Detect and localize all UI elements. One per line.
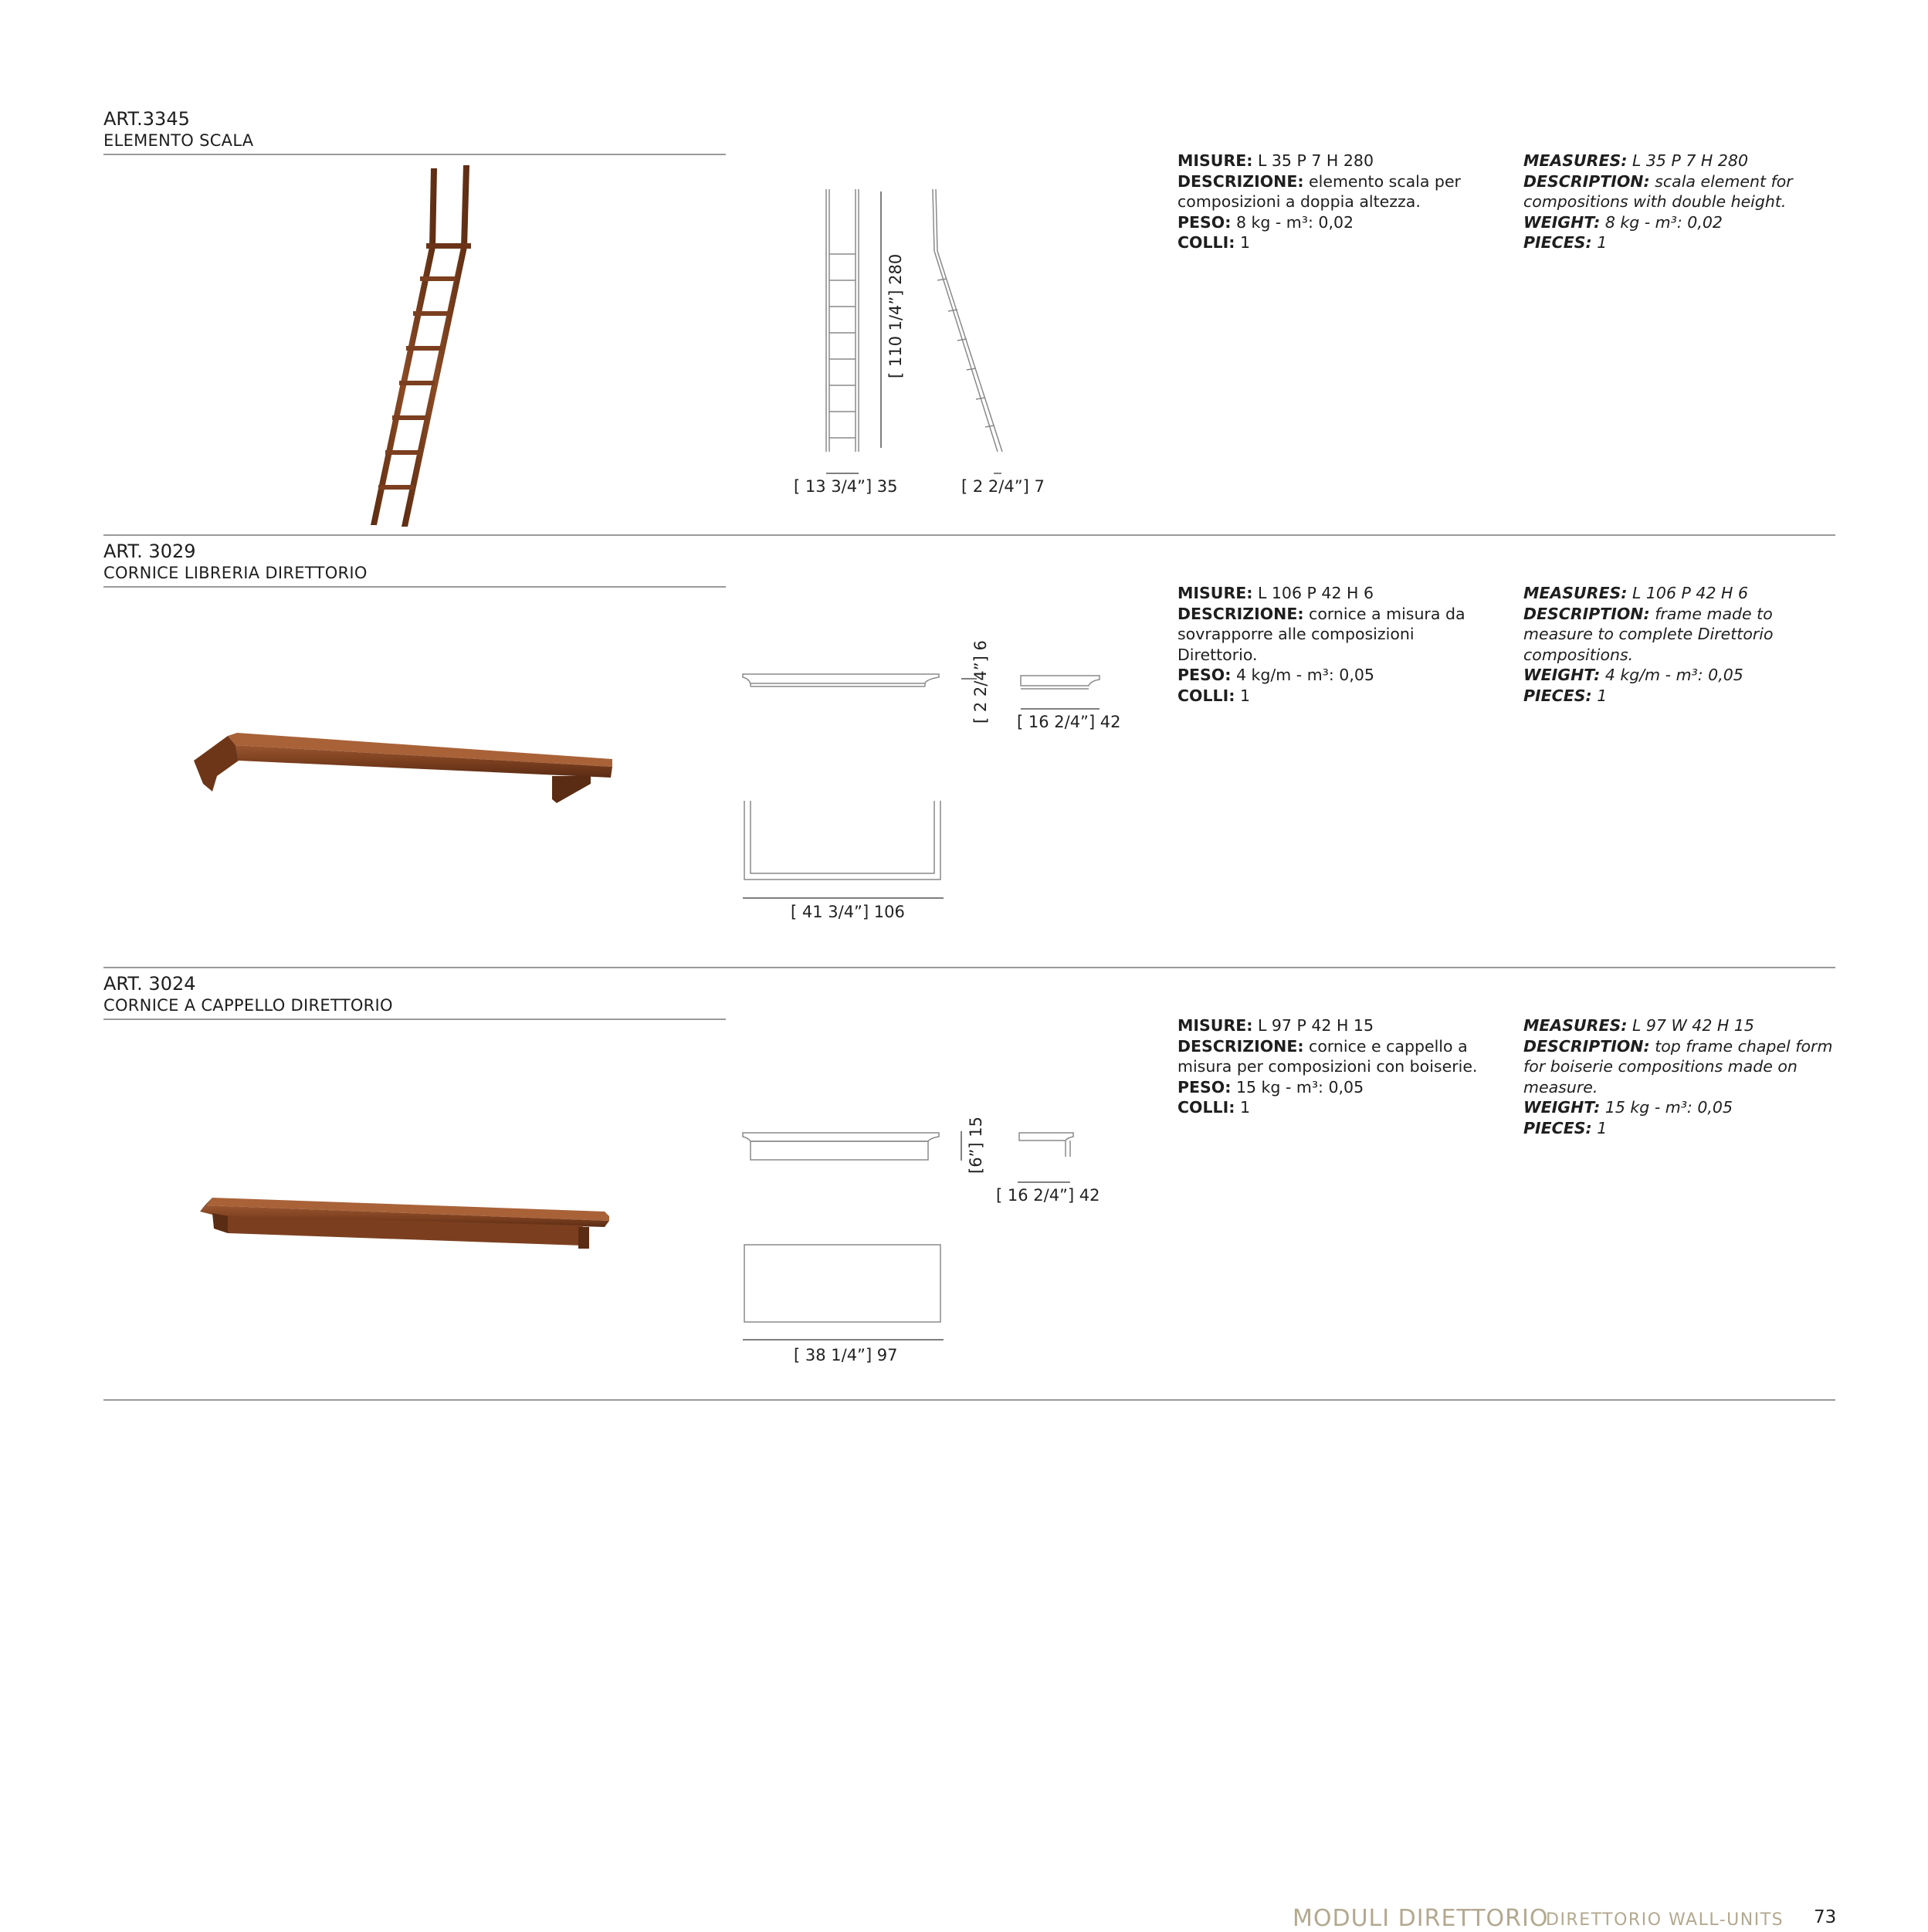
spec-english	[1523, 151, 1840, 253]
spec-italian	[1177, 151, 1494, 253]
article-name: ELEMENTO SCALA	[103, 131, 254, 150]
dimension-line	[743, 897, 945, 900]
section-divider	[103, 967, 1835, 968]
cornice-cappello-photo	[197, 1193, 614, 1255]
spec-value: L 106 P 42 H 6	[1252, 584, 1374, 602]
spec-label: PIECES:	[1523, 686, 1592, 705]
section-underline	[103, 1019, 726, 1020]
section-underline	[103, 154, 726, 155]
article-name: CORNICE A CAPPELLO DIRETTORIO	[103, 996, 393, 1015]
spec-label: PIECES:	[1523, 233, 1592, 252]
dimension-line	[880, 192, 883, 449]
dimension-line	[826, 473, 860, 476]
ladder-side-drawing	[927, 189, 1019, 456]
footer-subtitle: DIRETTORIO WALL-UNITS	[1546, 1910, 1784, 1930]
spec-value: elemento scala per composizioni a doppia altezza.	[1177, 171, 1461, 211]
dimension-line	[743, 1339, 945, 1342]
spec-value: 15 kg - m³: 0,05	[1600, 1098, 1733, 1117]
dimension-height: [ 110 1/4”] 280	[886, 253, 905, 378]
spec-value: L 35 P 7 H 280	[1252, 151, 1374, 170]
dimension-depth: [ 2 2/4”] 7	[961, 477, 1045, 496]
spec-value: 15 kg - m³: 0,05	[1231, 1077, 1364, 1096]
dimension-height: [ 2 2/4”] 6	[971, 640, 990, 724]
spec-label: COLLI:	[1177, 233, 1235, 252]
dimension-width: [ 13 3/4”] 35	[794, 477, 898, 496]
page-number: 73	[1814, 1907, 1837, 1927]
spec-value: 8 kg - m³: 0,02	[1600, 212, 1723, 232]
spec-label: MISURE:	[1177, 151, 1253, 170]
article-code: ART. 3024	[103, 973, 196, 995]
spec-label: PESO:	[1177, 666, 1232, 684]
spec-label: MEASURES:	[1523, 584, 1628, 602]
spec-value: scala element for compositions with double height.	[1523, 171, 1793, 211]
spec-label: DESCRIPTION:	[1523, 1036, 1650, 1056]
cornice-cappello-side-drawing	[1018, 1129, 1079, 1160]
spec-label: PESO:	[1177, 212, 1232, 232]
spec-value: 1	[1591, 1118, 1608, 1137]
dimension-depth: [ 16 2/4”] 42	[1017, 713, 1121, 731]
section-divider	[103, 1399, 1835, 1401]
spec-value: cornice e cappello a misura per composizioni con boiserie.	[1177, 1036, 1478, 1076]
spec-italian	[1177, 1015, 1494, 1118]
spec-label: MISURE:	[1177, 584, 1253, 602]
spec-value: L 97 W 42 H 15	[1627, 1016, 1754, 1035]
section-underline	[103, 586, 726, 588]
cornice-side-drawing	[1019, 672, 1104, 695]
cornice-front-drawing	[741, 670, 942, 693]
dimension-height: [6”] 15	[967, 1116, 985, 1174]
spec-label: DESCRIPTION:	[1523, 171, 1650, 191]
spec-english	[1523, 583, 1840, 706]
cornice-cappello-plan-drawing	[743, 1243, 944, 1325]
spec-value: L 35 P 7 H 280	[1627, 151, 1748, 170]
ladder-front-drawing	[818, 189, 865, 456]
spec-label: MEASURES:	[1523, 1016, 1628, 1035]
spec-label: PESO:	[1177, 1077, 1232, 1096]
spec-label: DESCRIZIONE:	[1177, 604, 1304, 623]
article-code: ART. 3029	[103, 541, 196, 562]
dimension-line	[994, 473, 1003, 476]
dimension-width: [ 38 1/4”] 97	[794, 1346, 898, 1364]
spec-label: COLLI:	[1177, 686, 1235, 705]
spec-value: 4 kg/m - m³: 0,05	[1231, 666, 1374, 684]
spec-label: MEASURES:	[1523, 151, 1628, 170]
spec-value: 1	[1235, 686, 1250, 705]
spec-label: WEIGHT:	[1523, 666, 1601, 684]
spec-value: 1	[1591, 686, 1608, 705]
spec-label: MISURE:	[1177, 1016, 1253, 1035]
dimension-line	[1018, 1181, 1072, 1185]
spec-value: cornice a misura da sovrapporre alle composizioni Direttorio.	[1177, 604, 1465, 664]
spec-value: L 97 P 42 H 15	[1252, 1016, 1374, 1035]
spec-value: L 106 P 42 H 6	[1627, 584, 1748, 602]
spec-english	[1523, 1015, 1840, 1138]
dimension-line	[961, 1131, 964, 1162]
section-divider	[103, 534, 1835, 536]
dimension-depth: [ 16 2/4”] 42	[996, 1186, 1100, 1205]
article-code: ART.3345	[103, 108, 190, 130]
spec-value: 8 kg - m³: 0,02	[1231, 212, 1354, 232]
spec-label: WEIGHT:	[1523, 1098, 1601, 1117]
spec-value: 1	[1591, 233, 1608, 252]
spec-value: 4 kg/m - m³: 0,05	[1600, 666, 1743, 684]
dimension-width: [ 41 3/4”] 106	[791, 903, 905, 921]
ladder-photo	[340, 162, 494, 533]
cornice-plan-drawing	[743, 799, 944, 884]
spec-label: DESCRIPTION:	[1523, 604, 1650, 623]
spec-value: 1	[1235, 1098, 1250, 1117]
cornice-libreria-photo	[189, 730, 622, 807]
spec-label: DESCRIZIONE:	[1177, 1036, 1304, 1056]
spec-value: frame made to measure to complete Direttorio compositions.	[1523, 604, 1774, 664]
footer-title: MODULI DIRETTORIO	[1293, 1905, 1549, 1932]
article-name: CORNICE LIBRERIA DIRETTORIO	[103, 564, 368, 582]
spec-label: DESCRIZIONE:	[1177, 171, 1304, 191]
cornice-cappello-front-drawing	[741, 1129, 942, 1164]
spec-value: top frame chapel form for boiserie compositions made on measure.	[1523, 1036, 1833, 1096]
spec-label: COLLI:	[1177, 1098, 1235, 1117]
spec-label: WEIGHT:	[1523, 212, 1601, 232]
spec-label: PIECES:	[1523, 1118, 1592, 1137]
dimension-line	[1021, 708, 1101, 711]
spec-value: 1	[1235, 233, 1250, 252]
spec-italian	[1177, 583, 1494, 706]
